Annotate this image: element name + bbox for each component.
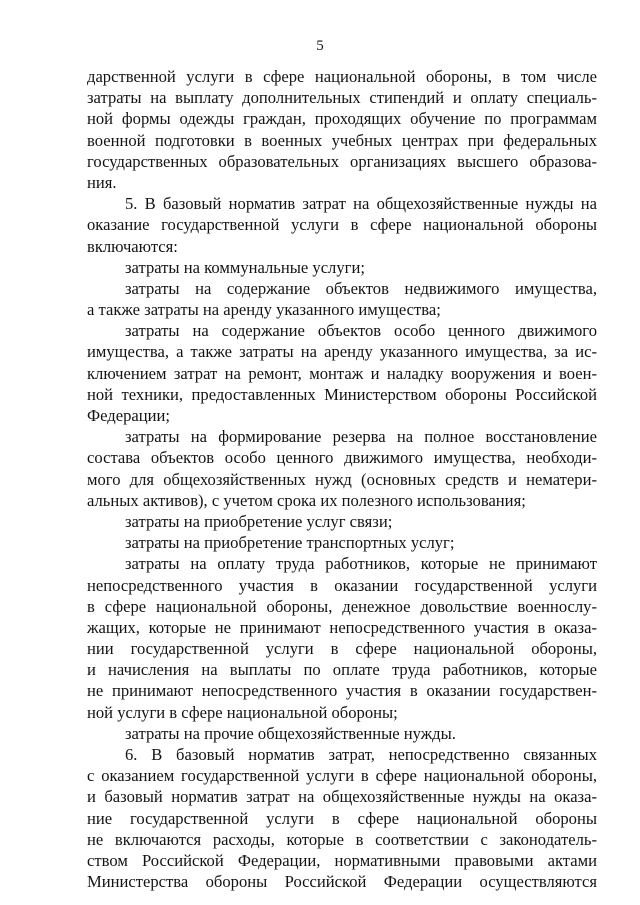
text-line: затраты на выплату дополнительных стипендий и оплату специаль- bbox=[87, 88, 597, 108]
text-line: и начисления на выплаты по оплате труда работников, которые bbox=[87, 660, 597, 680]
text-line: имущества, а также затраты на аренду указанного имущества, за ис- bbox=[87, 342, 597, 362]
text-line: состава объектов особо ценного движимого имущества, необходи- bbox=[87, 448, 597, 468]
page-number: 5 bbox=[316, 38, 324, 54]
text-line: непосредственного участия в оказании государственной услуги bbox=[87, 575, 597, 595]
text-line: ной формы одежды граждан, проходящих обучение по программам bbox=[87, 109, 597, 129]
text-line: нии государственной услуги в сфере национальной обороны, bbox=[87, 639, 597, 659]
text-line: в сфере национальной обороны, денежное довольствие военнослу- bbox=[87, 596, 597, 616]
text-line: затраты на прочие общехозяйственные нужды. bbox=[125, 723, 456, 743]
text-line: военной подготовки в военных учебных центрах при федеральных bbox=[87, 130, 597, 150]
text-line: ние государственной услуги в сфере национальной обороны bbox=[87, 808, 597, 828]
text-line: государственных образовательных организациях высшего образова- bbox=[87, 151, 597, 171]
text-line: затраты на содержание объектов особо ценного движимого bbox=[125, 321, 597, 341]
text-line: затраты на приобретение услуг связи; bbox=[125, 511, 393, 531]
text-line: затраты на приобретение транспортных услуг; bbox=[125, 533, 455, 553]
text-line: ключением затрат на ремонт, монтаж и наладку вооружения и воен- bbox=[87, 363, 597, 383]
text-line: мого для общехозяйственных нужд (основных средств и нематери- bbox=[87, 469, 597, 489]
text-line: и базовый норматив затрат на общехозяйственные нужды на оказа- bbox=[87, 787, 597, 807]
text-line: а также затраты на аренду указанного имущества; bbox=[87, 300, 441, 320]
text-line: 5. В базовый норматив затрат на общехозяйственные нужды на bbox=[125, 194, 597, 214]
text-line: с оказанием государственной услуги в сфере национальной обороны, bbox=[87, 766, 597, 786]
text-line: не принимают непосредственного участия в оказании государствен- bbox=[87, 681, 597, 701]
body-text bbox=[87, 66, 597, 892]
text-line: ния. bbox=[87, 172, 117, 192]
text-line: альных активов), с учетом срока их полезного использования; bbox=[87, 490, 526, 510]
text-line: оказание государственной услуги в сфере национальной обороны bbox=[87, 215, 597, 235]
text-line: жащих, которые не принимают непосредственного участия в оказа- bbox=[87, 617, 597, 637]
text-line: затраты на коммунальные услуги; bbox=[125, 257, 365, 277]
text-line: затраты на формирование резерва на полное восстановление bbox=[125, 427, 597, 447]
text-line: Министерства обороны Российской Федерации осуществляются bbox=[87, 872, 597, 892]
text-line: затраты на содержание объектов недвижимого имущества, bbox=[125, 278, 597, 298]
text-line: ством Российской Федерации, нормативными правовыми актами bbox=[87, 850, 597, 870]
text-line: Федерации; bbox=[87, 406, 170, 425]
text-line: 6. В базовый норматив затрат, непосредственно связанных bbox=[125, 745, 597, 764]
text-line: включаются: bbox=[87, 236, 178, 256]
text-line: затраты на оплату труда работников, которые не принимают bbox=[125, 554, 597, 574]
text-line: не включаются расходы, которые в соответствии с законодатель- bbox=[87, 829, 597, 849]
text-line: ной услуги в сфере национальной обороны; bbox=[87, 702, 398, 722]
text-line: дарственной услуги в сфере национальной обороны, в том числе bbox=[87, 67, 597, 86]
text-line: ной техники, предоставленных Министерством обороны Российской bbox=[87, 384, 597, 404]
